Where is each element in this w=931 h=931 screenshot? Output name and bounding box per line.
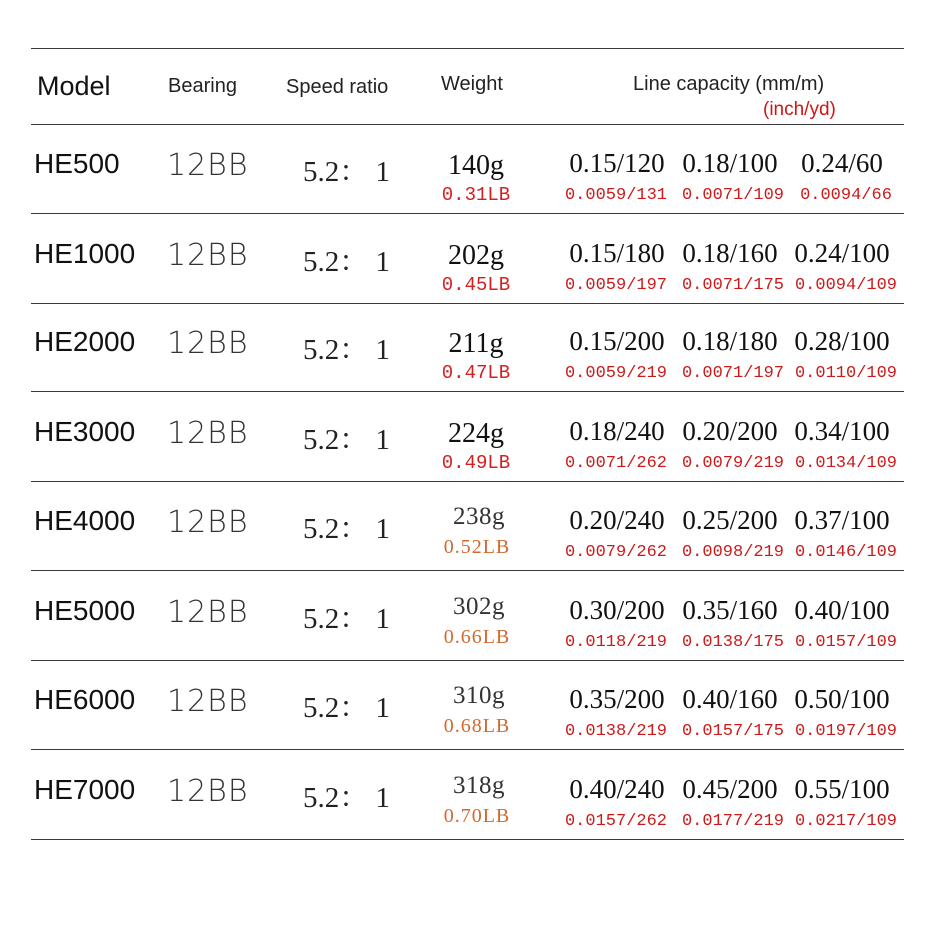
line-capacity-mm-cell: 0.15/180 xyxy=(569,238,665,268)
line-capacity-inch-cell: 0.0098/219 xyxy=(681,543,785,562)
line-capacity-mm-cell: 0.24/100 xyxy=(794,238,890,268)
table-row xyxy=(31,660,904,749)
line-capacity-inch-cell: 0.0059/219 xyxy=(564,364,668,383)
bearing-cell: 12BB xyxy=(167,238,249,273)
line-capacity-mm-cell: 0.40/160 xyxy=(682,684,778,714)
line-capacity-inch-cell: 0.0110/109 xyxy=(794,364,898,383)
model-cell: HE3000 xyxy=(34,416,136,447)
line-capacity-mm-cell: 0.24/60 xyxy=(801,148,883,178)
bearing-cell: 12BB xyxy=(167,326,249,361)
line-capacity-inch-cell: 0.0094/66 xyxy=(800,186,892,205)
line-capacity-inch-cell: 0.0071/262 xyxy=(564,454,668,473)
line-capacity-mm-cell: 0.20/200 xyxy=(682,416,778,446)
line-capacity-mm-cell: 0.25/200 xyxy=(682,505,778,535)
line-capacity-inch-cell: 0.0157/175 xyxy=(681,722,785,741)
weight-lb-cell: 0.52LB xyxy=(443,536,511,558)
line-capacity-mm-cell: 0.35/200 xyxy=(569,684,665,714)
speed-ratio-cell: 5.2： 1 xyxy=(303,156,391,188)
line-capacity-inch-cell: 0.0197/109 xyxy=(794,722,898,741)
line-capacity-mm-cell: 0.15/120 xyxy=(569,148,665,178)
weight-cell: 302g xyxy=(453,593,505,620)
model-cell: HE6000 xyxy=(34,684,136,715)
line-capacity-mm-cell: 0.18/180 xyxy=(682,326,778,356)
speed-ratio-cell: 5.2： 1 xyxy=(303,782,391,814)
bearing-cell: 12BB xyxy=(167,505,249,540)
line-capacity-mm-cell: 0.18/240 xyxy=(569,416,665,446)
weight-lb-cell: 0.68LB xyxy=(443,715,511,737)
weight-lb-cell: 0.45LB xyxy=(441,274,511,296)
table-row xyxy=(31,750,904,839)
line-capacity-mm-cell: 0.18/160 xyxy=(682,238,778,268)
line-capacity-inch-cell: 0.0157/262 xyxy=(564,812,668,831)
table-row xyxy=(31,124,904,213)
bearing-cell: 12BB xyxy=(167,684,249,719)
weight-cell: 318g xyxy=(453,772,505,799)
header-line-capacity: Line capacity (mm/m) xyxy=(633,73,825,95)
line-capacity-mm-cell: 0.18/100 xyxy=(682,148,778,178)
line-capacity-mm-cell: 0.40/240 xyxy=(569,774,665,804)
weight-cell: 224g xyxy=(448,418,504,449)
line-capacity-inch-cell: 0.0138/175 xyxy=(681,633,785,652)
line-capacity-inch-cell: 0.0217/109 xyxy=(794,812,898,831)
table-header xyxy=(31,48,904,124)
table-row xyxy=(31,214,904,303)
model-cell: HE1000 xyxy=(34,238,136,269)
line-capacity-inch-cell: 0.0059/197 xyxy=(564,276,668,295)
line-capacity-inch-cell: 0.0059/131 xyxy=(564,186,668,205)
line-capacity-inch-cell: 0.0071/197 xyxy=(681,364,785,383)
line-capacity-inch-cell: 0.0177/219 xyxy=(681,812,785,831)
speed-ratio-cell: 5.2： 1 xyxy=(303,246,391,278)
model-cell: HE4000 xyxy=(34,505,136,536)
line-capacity-inch-cell: 0.0118/219 xyxy=(564,633,668,652)
line-capacity-mm-cell: 0.40/100 xyxy=(794,595,890,625)
line-capacity-inch-cell: 0.0071/175 xyxy=(681,276,785,295)
line-capacity-inch-cell: 0.0138/219 xyxy=(564,722,668,741)
bearing-cell: 12BB xyxy=(167,148,249,183)
line-capacity-mm-cell: 0.45/200 xyxy=(682,774,778,804)
table-row xyxy=(31,571,904,660)
model-cell: HE7000 xyxy=(34,774,136,805)
weight-lb-cell: 0.70LB xyxy=(443,805,511,827)
bearing-cell: 12BB xyxy=(167,774,249,809)
weight-cell: 140g xyxy=(448,150,504,181)
weight-lb-cell: 0.47LB xyxy=(441,362,511,384)
line-capacity-mm-cell: 0.20/240 xyxy=(569,505,665,535)
header-speed-ratio: Speed ratio xyxy=(286,76,389,98)
speed-ratio-cell: 5.2： 1 xyxy=(303,424,391,456)
weight-lb-cell: 0.49LB xyxy=(441,452,511,474)
weight-lb-cell: 0.31LB xyxy=(441,184,511,206)
table-row xyxy=(31,302,904,391)
line-capacity-inch-cell: 0.0094/109 xyxy=(794,276,898,295)
line-capacity-mm-cell: 0.34/100 xyxy=(794,416,890,446)
speed-ratio-cell: 5.2： 1 xyxy=(303,603,391,635)
weight-cell: 310g xyxy=(453,682,505,709)
row-rule xyxy=(31,839,904,840)
line-capacity-mm-cell: 0.30/200 xyxy=(569,595,665,625)
bearing-cell: 12BB xyxy=(167,595,249,630)
bearing-cell: 12BB xyxy=(167,416,249,451)
model-cell: HE5000 xyxy=(34,595,136,626)
speed-ratio-cell: 5.2： 1 xyxy=(303,692,391,724)
weight-cell: 211g xyxy=(448,328,504,359)
line-capacity-inch-cell: 0.0146/109 xyxy=(794,543,898,562)
weight-cell: 202g xyxy=(448,240,504,271)
speed-ratio-cell: 5.2： 1 xyxy=(303,513,391,545)
spec-table xyxy=(31,0,904,931)
line-capacity-inch-cell: 0.0071/109 xyxy=(681,186,785,205)
table-row xyxy=(31,392,904,481)
line-capacity-inch-cell: 0.0134/109 xyxy=(794,454,898,473)
header-model: Model xyxy=(37,71,111,101)
header-weight: Weight xyxy=(441,73,503,95)
line-capacity-mm-cell: 0.15/200 xyxy=(569,326,665,356)
weight-lb-cell: 0.66LB xyxy=(443,626,511,648)
model-cell: HE2000 xyxy=(34,326,136,357)
line-capacity-mm-cell: 0.55/100 xyxy=(794,774,890,804)
line-capacity-inch-cell: 0.0079/219 xyxy=(681,454,785,473)
line-capacity-mm-cell: 0.37/100 xyxy=(794,505,890,535)
header-bearing: Bearing xyxy=(168,75,237,97)
line-capacity-mm-cell: 0.50/100 xyxy=(794,684,890,714)
line-capacity-inch-cell: 0.0079/262 xyxy=(564,543,668,562)
model-cell: HE500 xyxy=(34,148,120,179)
table-row xyxy=(31,481,904,570)
line-capacity-mm-cell: 0.35/160 xyxy=(682,595,778,625)
line-capacity-mm-cell: 0.28/100 xyxy=(794,326,890,356)
weight-cell: 238g xyxy=(453,503,505,530)
line-capacity-inch-cell: 0.0157/109 xyxy=(794,633,898,652)
speed-ratio-cell: 5.2： 1 xyxy=(303,334,391,366)
header-line-capacity-imperial: (inch/yd) xyxy=(763,99,836,120)
